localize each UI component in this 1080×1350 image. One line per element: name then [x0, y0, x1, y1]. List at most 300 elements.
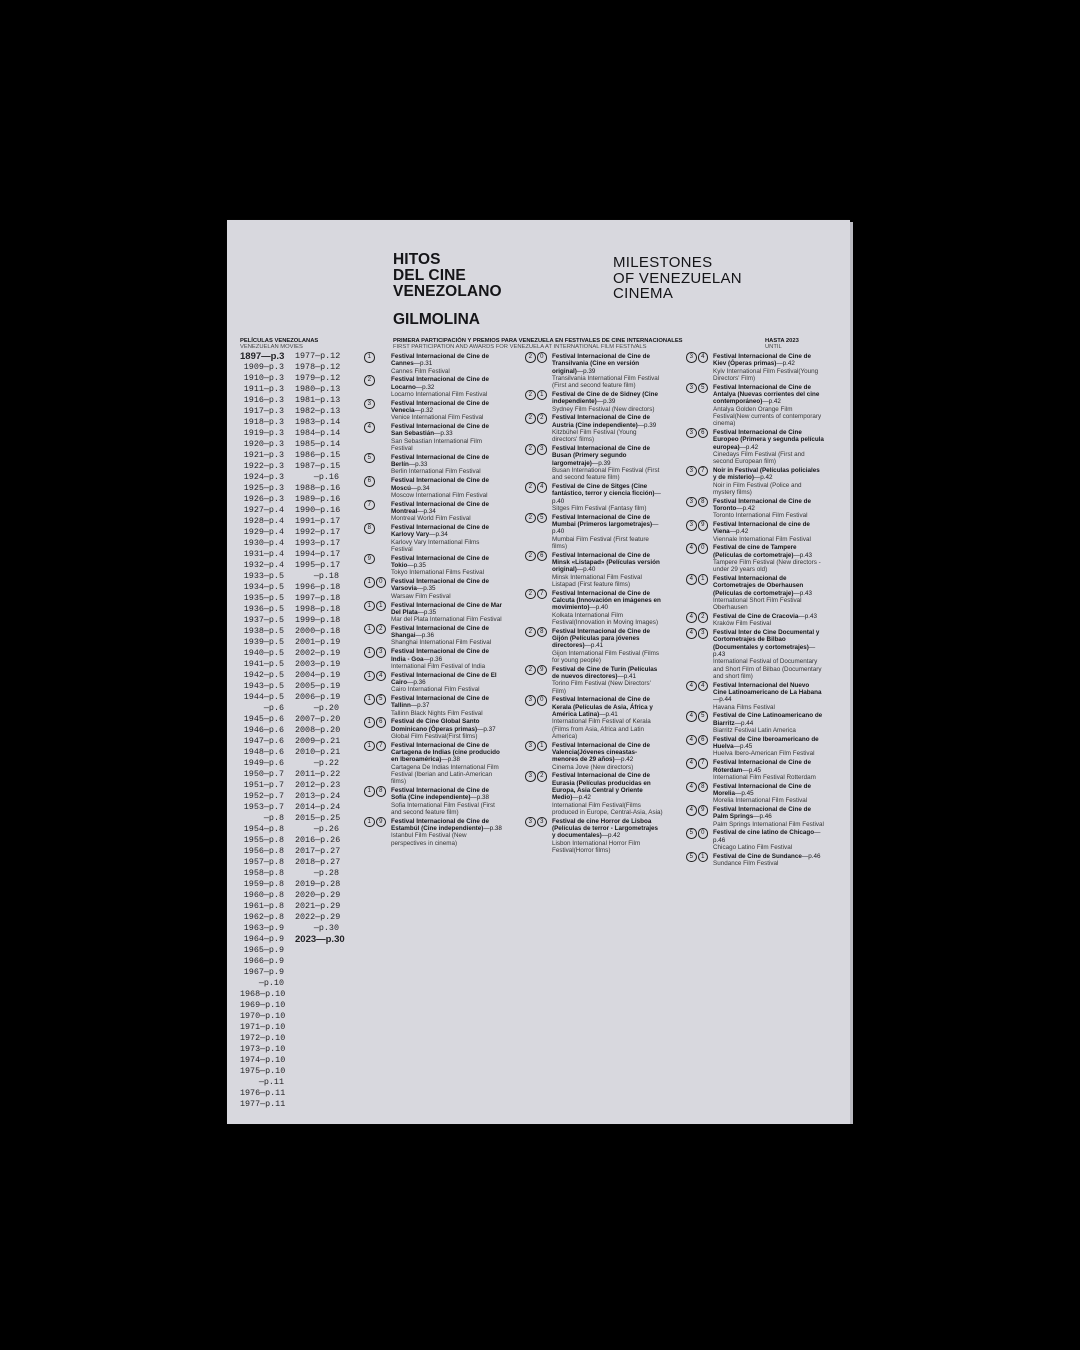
circled-digit: 4 — [686, 782, 697, 793]
festival-name-es — [713, 575, 812, 597]
year-entry: —p.18 — [313, 571, 339, 581]
circled-digit: 2 — [525, 444, 536, 455]
circled-digit: 1 — [364, 741, 375, 752]
festival-number — [364, 352, 375, 362]
festival-page-ref: —p.36 — [423, 655, 443, 663]
festival-name-es-text: Festival de cine latino de Chicago — [713, 829, 815, 837]
year-entry: 1956—p.8 — [243, 846, 284, 856]
movies-heading — [240, 338, 318, 351]
festival-entry — [364, 501, 502, 523]
festival-name-es — [552, 514, 658, 536]
circled-digit: 7 — [698, 758, 709, 769]
festival-name-en: Cinema Jove (New directors) — [552, 763, 634, 771]
festival-name-es-text: Festival Internacional de Cine de Sofía (Cine independiente) — [391, 787, 489, 802]
festival-name-es — [713, 783, 811, 797]
year-entry: 2021—p.29 — [295, 901, 341, 911]
circled-digit: 1 — [376, 601, 387, 612]
festival-number — [686, 782, 708, 792]
year-entry: 1982—p.13 — [295, 406, 341, 416]
festival-page-ref: —p.46 — [801, 852, 821, 860]
year-entry: 2007—p.20 — [295, 714, 341, 724]
circled-digit: 9 — [698, 520, 709, 531]
festival-page-ref: —p.33 — [408, 461, 428, 469]
year-entry: 1957—p.8 — [243, 857, 284, 867]
festival-name-es — [552, 590, 661, 612]
festival-name-en: Global Film Festival(First films) — [391, 733, 478, 741]
festival-page-ref: —p.41 — [584, 642, 604, 650]
festival-name-en: Antalya Golden Orange Film Festival(New currents of contemporary cinema) — [713, 405, 822, 428]
festival-entry — [686, 806, 824, 828]
until-heading-en: UNTIL — [765, 344, 782, 351]
festival-number — [364, 817, 386, 827]
festival-name-en: Torino Film Festival (New Directors' Film) — [552, 680, 651, 695]
circled-digit: 2 — [525, 352, 536, 363]
festival-page-ref: —p.38 — [483, 825, 502, 833]
year-entry: 2023—p.30 — [295, 934, 345, 945]
years-column-1 — [240, 351, 284, 1110]
year-entry: 2020—p.29 — [295, 890, 341, 900]
circled-digit: 4 — [364, 422, 375, 433]
festival-name-es-text: Festival Internacional de Cine de Karlovy Vary — [391, 524, 489, 539]
year-entry: 1977—p.12 — [295, 351, 341, 361]
year-entry: 1979—p.12 — [295, 373, 341, 383]
circled-digit: 5 — [698, 711, 709, 722]
circled-digit: 3 — [686, 520, 697, 531]
circled-digit: 4 — [376, 671, 387, 682]
festival-name-en: Moscow International Film Festival — [391, 491, 488, 499]
festival-name-es — [391, 423, 489, 437]
festival-name-es-text: Festival Internacional de Cine de Kiev (Óperas primas) — [713, 353, 811, 368]
year-entry: 1969—p.10 — [240, 1000, 286, 1010]
festival-page-ref: —p.44 — [734, 719, 754, 727]
year-entry: 1951—p.7 — [243, 780, 284, 790]
festival-name-es-text: Festival Internacional de Cine de Transilvania (Cine en versión original) — [552, 353, 650, 375]
festival-name-es-text: Festival Internacional de Cine de Tallinn — [391, 695, 489, 710]
festival-entry — [686, 467, 824, 496]
festival-page-ref: —p.40 — [576, 566, 596, 574]
circled-digit: 4 — [686, 628, 697, 639]
festival-name-es-text: Festival Internacional de Cine Europeo (Primera y segunda película europea) — [713, 428, 824, 451]
circled-digit: 6 — [698, 428, 709, 439]
festival-name-es — [391, 501, 489, 515]
year-entry: 2004—p.19 — [295, 670, 341, 680]
festival-name-es-text: Festival de Cine Iberoamericano de Huelva — [713, 735, 819, 751]
year-entry: 1950—p.7 — [243, 769, 284, 779]
festival-number — [525, 551, 547, 561]
festival-name-es-text: Festival Internacional de Cine de Palm Springs — [713, 806, 811, 821]
year-entry: —p.22 — [313, 758, 339, 768]
festival-page-ref: —p.35 — [416, 585, 436, 593]
circled-digit: 8 — [698, 497, 709, 508]
circled-digit: 9 — [376, 817, 387, 828]
festival-name-es — [713, 682, 821, 704]
festival-number — [525, 771, 547, 781]
festival-name-es — [391, 818, 502, 832]
year-entry: —p.11 — [258, 1077, 284, 1087]
festival-number — [364, 601, 386, 611]
festival-entry — [525, 483, 663, 512]
year-entry: 1948—p.6 — [243, 747, 284, 757]
festival-number — [364, 647, 386, 657]
circled-digit: 5 — [686, 828, 697, 839]
festival-number — [364, 786, 386, 796]
circled-digit: 5 — [698, 383, 709, 394]
circled-digit: 3 — [525, 817, 536, 828]
festival-number — [686, 852, 708, 862]
festival-number — [364, 671, 386, 681]
festival-page-ref: —p.42 — [614, 756, 634, 764]
festival-number — [364, 523, 375, 533]
festival-page-ref: —p.39 — [591, 459, 611, 467]
year-entry: 1993—p.17 — [295, 538, 341, 548]
year-entry: 1970—p.10 — [240, 1011, 286, 1021]
festival-page-ref: —p.41 — [599, 710, 618, 718]
festival-number — [364, 476, 375, 486]
festival-name-en: Cartagena De Indias International Film Festival (Iberian and Latin-American films) — [391, 763, 499, 786]
festival-entry — [364, 742, 502, 786]
festival-name-en: Karlovy Vary International Films Festival — [391, 538, 480, 553]
festival-name-en: Cairo International Film Festival — [391, 686, 480, 694]
festival-name-es-text: Festival Internacional de Cine de Toronto — [713, 497, 811, 512]
festival-number — [686, 628, 708, 638]
festival-entry — [525, 552, 663, 588]
festival-name-en: International Festival of Documentary and Short Film of Bilbao (Documentary and short film) — [713, 658, 822, 680]
year-entry: 1983—p.14 — [295, 417, 341, 427]
festival-name-en: Tokyo International Films Festival — [391, 569, 485, 577]
festival-name-es — [552, 772, 651, 801]
festival-name-es — [713, 521, 810, 535]
festival-number — [364, 453, 375, 463]
festival-entry — [525, 391, 663, 413]
festival-page-ref: —p.40 — [552, 490, 661, 505]
festivals-heading-es: PRIMERA PARTICIPACIÓN Y PREMIOS PARA VENEZUELA EN FESTIVALES DE CINE INTERNACIONALES — [393, 338, 683, 344]
festival-name-en: Istanbul Film Festival (New perspectives in cinema) — [391, 832, 467, 847]
title-en-line-1: MILESTONES — [613, 254, 713, 271]
festival-number — [364, 399, 375, 409]
festival-name-es — [391, 578, 489, 592]
festival-number — [686, 828, 708, 838]
year-entry: —p.28 — [313, 868, 339, 878]
festival-entry — [364, 423, 502, 452]
year-entry: 1965—p.9 — [243, 945, 284, 955]
festival-number — [525, 513, 547, 523]
festival-name-es — [391, 353, 489, 367]
year-entry: 2022—p.29 — [295, 912, 341, 922]
festival-name-en: International Film Festival(Films produced in Europe, Central-Asia, Asia) — [552, 801, 663, 816]
year-entry: 1994—p.17 — [295, 549, 341, 559]
year-entry: 1963—p.9 — [243, 923, 284, 933]
circled-digit: 3 — [537, 817, 548, 828]
festival-name-en: Lisbon International Horror Film Festival(Horror films) — [552, 839, 641, 854]
festival-entry — [686, 384, 824, 428]
year-entry: —p.20 — [313, 703, 339, 713]
festival-name-en: International Short Film Festival Oberhausen — [713, 597, 802, 612]
festival-number — [364, 694, 386, 704]
year-entry: —p.10 — [258, 978, 284, 988]
festival-entry — [364, 718, 502, 740]
festival-page-ref: —p.43 — [713, 643, 816, 659]
festival-name-en: Kitzbühel Film Festival (Young directors' films) — [552, 428, 637, 444]
festival-name-es-text: Festival Internacional de Cine de Minsk «Listapad» (Películas versión original) — [552, 551, 660, 574]
festival-name-es — [391, 400, 489, 414]
festival-name-es — [391, 376, 489, 390]
festival-number — [525, 444, 547, 454]
year-entry: 1973—p.10 — [240, 1044, 286, 1054]
festival-number — [525, 352, 547, 362]
festival-entry — [686, 429, 824, 465]
circled-digit: 0 — [537, 695, 548, 706]
circled-digit: 3 — [376, 647, 387, 658]
festival-name-es-text: Festival Internacional de Cine de Venecia — [391, 399, 489, 415]
festival-name-es — [552, 391, 658, 405]
circled-digit: 2 — [525, 482, 536, 493]
festival-entry — [364, 353, 502, 375]
festival-name-es — [391, 524, 489, 538]
festival-name-es-text: Festival Internacional de Cine de Tokio — [391, 554, 489, 570]
festival-entry — [525, 590, 663, 626]
circled-digit: 1 — [698, 574, 709, 585]
year-entry: 1897—p.3 — [240, 351, 285, 362]
circled-digit: 3 — [698, 628, 709, 639]
festival-page-ref: —p.32 — [415, 383, 435, 391]
year-entry: 2000—p.18 — [295, 626, 341, 636]
festival-page-ref: —p.32 — [414, 407, 434, 415]
circled-digit: 2 — [537, 413, 548, 424]
festival-number — [525, 741, 547, 751]
festival-name-es-text: Festival Internacional de Cine de El Cairo — [391, 671, 497, 686]
festival-name-es — [552, 818, 658, 840]
year-entry: 1928—p.4 — [243, 516, 284, 526]
festival-name-es-text: Festival Internacional de Cine de Shangai — [391, 624, 489, 640]
year-entry: 1952—p.7 — [243, 791, 284, 801]
festival-name-es — [552, 666, 657, 680]
festival-name-es-text: Festival Internacional de Cine de Morelia — [713, 782, 811, 797]
festival-number — [686, 383, 708, 393]
year-entry: 2002—p.19 — [295, 648, 341, 658]
festival-name-es-text: Festival Internacional de Cine de Austria (Cine independiente) — [552, 414, 650, 429]
festival-page-ref: —p.37 — [410, 702, 430, 710]
year-entry: 2003—p.19 — [295, 659, 341, 669]
festival-entry — [525, 696, 663, 740]
festival-entry — [364, 695, 502, 717]
festival-name-es — [391, 787, 489, 801]
festival-name-es-text: Festival Internacional de Cine de Valencia(Jóvenes cineastas-menores de 29 años) — [552, 741, 650, 764]
festival-name-es-text: Festival Internacional de Cine de Mar Del Plata — [391, 601, 502, 616]
year-entry: 1954—p.8 — [243, 824, 284, 834]
circled-digit: 4 — [686, 612, 697, 623]
year-entry: 1944—p.5 — [243, 692, 284, 702]
festival-name-es-text: Festival de Cine de Turín (Películas de nuevos directores) — [552, 665, 658, 680]
circled-digit: 4 — [686, 681, 697, 692]
circled-digit: 8 — [376, 786, 387, 797]
festival-name-es-text: Festival Internacional de Cine de Cannes — [391, 353, 489, 368]
year-entry: 1955—p.8 — [243, 835, 284, 845]
festival-column-1 — [364, 353, 502, 849]
title-es-line-3: VENEZOLANO — [393, 283, 502, 300]
festival-page-ref: —p.34 — [410, 484, 430, 492]
circled-digit: 4 — [686, 574, 697, 585]
festival-entry — [686, 521, 824, 543]
festivals-heading-en: FIRST PARTICIPATION AND AWARDS FOR VENEZUELA AT INTERNATIONAL FILM FESTIVALS — [393, 344, 647, 351]
festival-name-es — [713, 629, 819, 658]
festival-name-es-text: Festival de cine Horror de Lisboa (Películas de terror - Largometrajes y documentales) — [552, 817, 659, 840]
circled-digit: 6 — [376, 717, 387, 728]
festival-name-en: Kyiv International Film Festival(Young Directors' Film) — [713, 367, 819, 382]
title-en-line-2: OF VENEZUELAN — [613, 269, 742, 287]
festival-name-en: Huelva Ibero-American Film Festival — [713, 750, 815, 758]
year-entry: 1992—p.17 — [295, 527, 341, 537]
festival-name-en: San Sebastian International Film Festival — [391, 437, 483, 453]
festival-page-ref: —p.36 — [407, 678, 426, 686]
festival-page-ref: —p.42 — [762, 398, 781, 406]
festival-name-es-text: Festival de Cine de de Sidney (Cine independiente) — [552, 390, 659, 406]
festival-number — [525, 482, 547, 492]
festival-page-ref: —p.39 — [596, 398, 616, 406]
festival-number — [364, 717, 386, 727]
year-entry: 1926—p.3 — [243, 494, 284, 504]
circled-digit: 1 — [364, 601, 375, 612]
festival-page-ref: —p.35 — [417, 608, 437, 616]
festival-entry — [525, 818, 663, 854]
festival-entry — [525, 666, 663, 695]
festival-name-en: Locarno International Film Festival — [391, 390, 488, 398]
circled-digit: 4 — [698, 352, 709, 363]
festival-page-ref: —p.42 — [572, 794, 591, 802]
festival-entry — [525, 445, 663, 481]
festival-number — [364, 741, 386, 751]
festival-name-es — [552, 353, 650, 375]
booklet-page — [227, 220, 850, 1124]
circled-digit: 1 — [364, 624, 375, 635]
festival-name-en: Mumbai Film Festival (First feature films) — [552, 535, 649, 550]
festival-entry — [525, 414, 663, 443]
festival-name-en: Warsaw Film Festival — [391, 592, 451, 600]
festival-name-en: Palm Springs International Film Festival — [713, 820, 824, 828]
festival-entry — [364, 555, 502, 577]
festival-number — [364, 500, 375, 510]
year-entry: 1976—p.11 — [240, 1088, 286, 1098]
festival-name-es-text: Festival Internacional de Cine de Kerala (Películas de Asia, África y América Latina) — [552, 696, 653, 718]
year-entry: 2009—p.21 — [295, 736, 341, 746]
circled-digit: 0 — [698, 828, 709, 839]
festival-name-es-text: Festival Inter de Cine Documental y Cortometrajes de Bilbao (Documentales y cortometrajes) — [713, 629, 820, 651]
festival-entry — [686, 544, 824, 573]
title-es-line-1: HITOS — [393, 251, 441, 268]
festival-entry — [364, 400, 502, 422]
year-entry: 1919—p.3 — [243, 428, 284, 438]
year-entry: 1961—p.8 — [243, 901, 284, 911]
festival-name-en: International Film Festival of Kerala (Films from Asia, Africa and Latin America) — [552, 718, 651, 740]
festival-number — [525, 413, 547, 423]
year-entry: 2014—p.24 — [295, 802, 341, 812]
circled-digit: 8 — [698, 782, 709, 793]
year-entry: 1925—p.3 — [243, 483, 284, 493]
circled-digit: 3 — [686, 428, 697, 439]
year-entry: 1916—p.3 — [243, 395, 284, 405]
festival-name-es-text: Festival de Cine Global Santo Dominicano (Óperas primas) — [391, 718, 480, 733]
year-entry: 1939—p.5 — [243, 637, 284, 647]
title-english — [613, 255, 742, 302]
festival-number — [364, 375, 375, 385]
festival-entry — [686, 575, 824, 611]
festival-page-ref: —p.34 — [429, 531, 448, 539]
festival-entry — [686, 853, 824, 868]
year-entry: 1938—p.5 — [243, 626, 284, 636]
year-entry: 2008—p.20 — [295, 725, 341, 735]
festival-entry — [686, 736, 824, 758]
festival-name-es-text: Festival Internacional de Cine de Busan (Primery segundo largometraje) — [552, 445, 650, 467]
year-entry: 1974—p.10 — [240, 1055, 286, 1065]
festival-name-es — [391, 742, 500, 764]
year-entry: 1958—p.8 — [243, 868, 284, 878]
year-entry: 1960—p.8 — [243, 890, 284, 900]
circled-digit: 1 — [364, 352, 375, 363]
circled-digit: 5 — [686, 852, 697, 863]
festival-name-en: Kolkata International Film Festival(Innovation in Moving Images) — [552, 611, 659, 626]
year-entry: 1924—p.3 — [243, 472, 284, 482]
festival-name-en: Cinedays Film Festival (First and second European film) — [713, 450, 805, 466]
movies-heading-es: PELÍCULAS VENEZOLANAS — [240, 338, 319, 344]
circled-digit: 4 — [537, 482, 548, 493]
festival-number — [686, 681, 708, 691]
circled-digit: 6 — [537, 551, 548, 562]
festival-name-es-text: Festival Internacional de Cine de Berlín — [391, 453, 489, 469]
year-entry: 1931—p.4 — [243, 549, 284, 559]
festival-name-es-text: Noir in Festival (Películas policiales y de misterio) — [713, 466, 820, 482]
until-heading — [765, 338, 799, 351]
festival-number — [364, 624, 386, 634]
festival-page-ref: —p.42 — [736, 504, 755, 512]
year-entry: 2015—p.25 — [295, 813, 341, 823]
year-entry: 1935—p.5 — [243, 593, 284, 603]
festival-page-ref: —p.39 — [576, 367, 596, 375]
festival-page-ref: —p.45 — [742, 766, 761, 774]
festival-name-en: Transilvania International Film Festival (First and second feature film) — [552, 374, 660, 390]
circled-digit: 4 — [686, 758, 697, 769]
years-column-2 — [295, 351, 345, 945]
circled-digit: 5 — [376, 694, 387, 705]
festival-page-ref: —p.34 — [417, 507, 436, 515]
year-entry: 2006—p.19 — [295, 692, 341, 702]
festival-name-en: Toronto International Film Festival — [713, 512, 808, 520]
festival-name-en: Gijon International Film Festival (Films for young people) — [552, 649, 660, 664]
year-entry: 1984—p.14 — [295, 428, 341, 438]
festival-entry — [686, 613, 824, 628]
festival-entry — [525, 353, 663, 389]
circled-digit: 3 — [364, 399, 375, 410]
festival-entry — [525, 628, 663, 664]
circled-digit: 7 — [376, 741, 387, 752]
year-entry: 1980—p.13 — [295, 384, 341, 394]
festival-page-ref: —p.43 — [793, 589, 813, 597]
circled-digit: 8 — [537, 627, 548, 638]
circled-digit: 2 — [525, 589, 536, 600]
year-entry: 1971—p.10 — [240, 1022, 286, 1032]
circled-digit: 4 — [686, 805, 697, 816]
festival-name-es — [713, 544, 812, 558]
festival-name-en: Tallinn Black Nights Film Festival — [391, 709, 483, 717]
year-entry: 1999—p.18 — [295, 615, 341, 625]
circled-digit: 6 — [364, 476, 375, 487]
festival-name-es-text: Festival Internacional de cine de Viena — [713, 521, 810, 536]
festival-name-es — [552, 483, 661, 505]
festival-entry — [686, 759, 824, 781]
festival-entry — [364, 454, 502, 476]
year-entry: 1941—p.5 — [243, 659, 284, 669]
circled-digit: 9 — [364, 554, 375, 565]
year-entry: 1998—p.18 — [295, 604, 341, 614]
festival-name-es — [552, 414, 656, 428]
